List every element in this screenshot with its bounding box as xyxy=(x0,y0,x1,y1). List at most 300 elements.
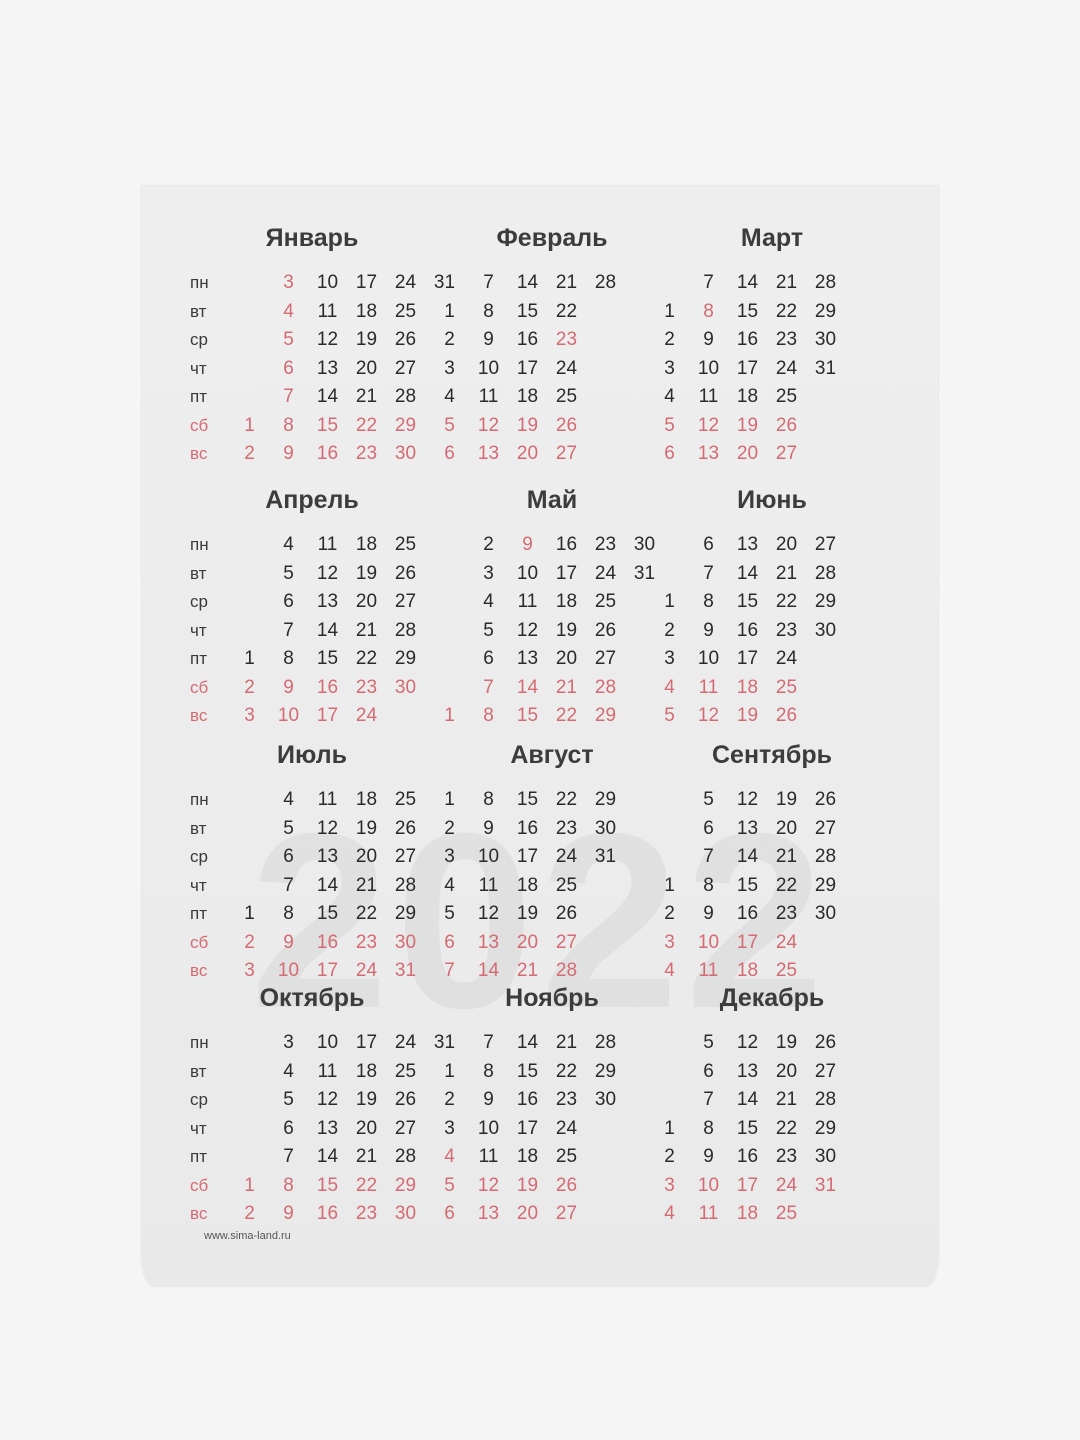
day-cell: 19 xyxy=(736,705,759,727)
day-cell: 29 xyxy=(394,648,417,670)
weekday-row xyxy=(642,617,845,646)
day-cell: 15 xyxy=(516,300,539,322)
day-cell: 1 xyxy=(664,874,675,896)
weekday-label: сб xyxy=(190,677,209,697)
day-cell: 21 xyxy=(775,562,798,584)
day-cell: 23 xyxy=(775,329,798,351)
day-cell: 11 xyxy=(317,300,338,322)
day-cell: 24 xyxy=(394,272,417,294)
month-days xyxy=(182,531,425,731)
day-cell: 20 xyxy=(516,1203,539,1225)
day-cell: 12 xyxy=(736,789,759,811)
day-cell: 7 xyxy=(703,562,714,584)
weekday-row xyxy=(422,957,625,986)
day-cell: 20 xyxy=(775,817,798,839)
weekday-row xyxy=(182,786,425,815)
day-cell: 6 xyxy=(483,648,494,670)
day-cell: 30 xyxy=(394,443,417,465)
weekday-label: ср xyxy=(190,847,208,867)
day-cell: 10 xyxy=(697,648,720,670)
day-cell: 14 xyxy=(736,1089,759,1111)
day-cell: 3 xyxy=(244,705,255,727)
day-cell: 18 xyxy=(555,591,578,613)
day-cell: 7 xyxy=(444,960,455,982)
day-cell: 21 xyxy=(775,272,798,294)
day-cell: 1 xyxy=(244,414,255,436)
day-cell: 12 xyxy=(736,1032,759,1054)
day-cell: 9 xyxy=(703,903,714,925)
month-block xyxy=(422,741,672,991)
weekday-row xyxy=(422,872,625,901)
day-cell: 23 xyxy=(355,443,378,465)
day-cell: 11 xyxy=(517,591,538,613)
weekday-row xyxy=(642,786,845,815)
day-cell: 28 xyxy=(814,562,837,584)
day-cell: 30 xyxy=(814,619,837,641)
day-cell: 25 xyxy=(394,789,417,811)
day-cell: 17 xyxy=(355,272,378,294)
day-cell: 7 xyxy=(483,1032,494,1054)
weekday-label: вс xyxy=(190,1204,208,1224)
day-cell: 8 xyxy=(283,903,294,925)
day-cell: 1 xyxy=(664,591,675,613)
day-cell: 27 xyxy=(394,1117,417,1139)
day-cell: 1 xyxy=(444,705,455,727)
day-cell: 12 xyxy=(316,1089,339,1111)
day-cell: 7 xyxy=(483,272,494,294)
day-cell: 6 xyxy=(444,443,455,465)
day-cell: 28 xyxy=(394,874,417,896)
day-cell: 24 xyxy=(555,1117,578,1139)
month-block xyxy=(642,486,892,736)
weekday-row xyxy=(642,843,845,872)
day-cell: 19 xyxy=(736,414,759,436)
day-cell: 22 xyxy=(355,903,378,925)
day-cell: 28 xyxy=(394,1146,417,1168)
weekday-row xyxy=(422,929,625,958)
weekday-row xyxy=(642,588,845,617)
day-cell: 26 xyxy=(555,903,578,925)
month-block xyxy=(182,224,456,474)
day-cell: 5 xyxy=(444,1174,455,1196)
day-cell: 8 xyxy=(703,300,714,322)
day-cell: 28 xyxy=(814,1089,837,1111)
day-cell: 14 xyxy=(736,846,759,868)
weekday-label: вс xyxy=(190,961,208,981)
day-cell: 11 xyxy=(698,676,719,698)
day-cell: 2 xyxy=(444,329,455,351)
day-cell: 16 xyxy=(516,1089,539,1111)
day-cell: 9 xyxy=(703,329,714,351)
day-cell: 13 xyxy=(697,443,720,465)
day-cell: 25 xyxy=(394,1060,417,1082)
day-cell: 1 xyxy=(444,1060,455,1082)
day-cell: 18 xyxy=(355,789,378,811)
day-cell: 10 xyxy=(697,357,720,379)
day-cell: 16 xyxy=(555,534,578,556)
day-cell: 30 xyxy=(594,817,617,839)
month-days xyxy=(642,531,845,731)
day-cell: 16 xyxy=(516,329,539,351)
day-cell: 18 xyxy=(736,386,759,408)
day-cell: 13 xyxy=(736,1060,759,1082)
day-cell: 1 xyxy=(664,1117,675,1139)
day-cell: 3 xyxy=(483,562,494,584)
weekday-row xyxy=(182,815,425,844)
day-cell: 22 xyxy=(775,874,798,896)
day-cell: 3 xyxy=(444,846,455,868)
month-title: Июнь xyxy=(737,486,807,514)
weekday-row xyxy=(182,929,425,958)
day-cell: 6 xyxy=(444,931,455,953)
weekday-row xyxy=(422,645,664,674)
day-cell: 21 xyxy=(516,960,539,982)
day-cell: 23 xyxy=(355,676,378,698)
weekday-label: вт xyxy=(190,301,207,321)
weekday-row xyxy=(642,1200,845,1229)
day-cell: 19 xyxy=(355,817,378,839)
month-title: Январь xyxy=(265,224,359,252)
day-cell: 15 xyxy=(736,874,759,896)
day-cell: 20 xyxy=(355,357,378,379)
day-cell: 16 xyxy=(316,676,339,698)
day-cell: 7 xyxy=(283,386,294,408)
day-cell: 19 xyxy=(355,562,378,584)
day-cell: 14 xyxy=(316,874,339,896)
day-cell: 28 xyxy=(814,846,837,868)
day-cell: 27 xyxy=(594,648,617,670)
day-cell: 14 xyxy=(516,1032,539,1054)
day-cell: 5 xyxy=(283,1089,294,1111)
day-cell: 15 xyxy=(736,300,759,322)
day-cell: 6 xyxy=(703,817,714,839)
day-cell: 9 xyxy=(483,329,494,351)
day-cell: 24 xyxy=(555,357,578,379)
month-title: Май xyxy=(526,486,578,514)
weekday-row xyxy=(422,1086,625,1115)
day-cell: 31 xyxy=(433,272,456,294)
weekday-row xyxy=(422,531,664,560)
day-cell: 29 xyxy=(394,1174,417,1196)
day-cell: 15 xyxy=(516,789,539,811)
weekday-row xyxy=(422,617,664,646)
weekday-row xyxy=(642,298,845,327)
day-cell: 13 xyxy=(316,591,339,613)
weekday-row xyxy=(182,645,425,674)
day-cell: 11 xyxy=(698,386,719,408)
day-cell: 29 xyxy=(814,591,837,613)
day-cell: 4 xyxy=(664,1203,675,1225)
day-cell: 4 xyxy=(283,534,294,556)
day-cell: 17 xyxy=(516,357,539,379)
month-block xyxy=(182,741,432,991)
month-block xyxy=(422,224,672,474)
day-cell: 9 xyxy=(283,676,294,698)
month-title: Декабрь xyxy=(719,984,825,1012)
day-cell: 22 xyxy=(775,300,798,322)
day-cell: 24 xyxy=(775,648,798,670)
day-cell: 28 xyxy=(555,960,578,982)
day-cell: 9 xyxy=(483,1089,494,1111)
day-cell: 3 xyxy=(444,357,455,379)
weekday-row xyxy=(182,843,425,872)
month-title: Август xyxy=(510,741,594,769)
month-title: Февраль xyxy=(496,224,608,252)
weekday-row xyxy=(642,412,845,441)
day-cell: 8 xyxy=(703,591,714,613)
day-cell: 2 xyxy=(664,1146,675,1168)
day-cell: 14 xyxy=(736,272,759,294)
weekday-row xyxy=(422,1115,625,1144)
day-cell: 22 xyxy=(355,414,378,436)
weekday-label: ср xyxy=(190,592,208,612)
day-cell: 9 xyxy=(703,1146,714,1168)
day-cell: 16 xyxy=(736,1146,759,1168)
day-cell: 23 xyxy=(555,817,578,839)
day-cell: 6 xyxy=(664,443,675,465)
month-title: Апрель xyxy=(265,486,359,514)
day-cell: 19 xyxy=(516,903,539,925)
day-cell: 17 xyxy=(736,357,759,379)
month-block xyxy=(182,486,432,736)
day-cell: 3 xyxy=(244,960,255,982)
day-cell: 31 xyxy=(394,960,417,982)
day-cell: 30 xyxy=(814,903,837,925)
day-cell: 2 xyxy=(664,329,675,351)
day-cell: 31 xyxy=(433,1032,456,1054)
weekday-row xyxy=(642,1058,845,1087)
day-cell: 2 xyxy=(244,676,255,698)
month-block xyxy=(422,984,672,1234)
weekday-label: вт xyxy=(190,818,207,838)
day-cell: 8 xyxy=(703,874,714,896)
day-cell: 25 xyxy=(555,874,578,896)
day-cell: 15 xyxy=(316,1174,339,1196)
weekday-row xyxy=(642,1086,845,1115)
month-title: Ноябрь xyxy=(505,984,599,1012)
day-cell: 6 xyxy=(283,846,294,868)
weekday-row xyxy=(182,531,425,560)
weekday-row xyxy=(422,1058,625,1087)
day-cell: 20 xyxy=(555,648,578,670)
day-cell: 23 xyxy=(555,1089,578,1111)
day-cell: 13 xyxy=(316,357,339,379)
day-cell: 3 xyxy=(664,648,675,670)
day-cell: 27 xyxy=(555,931,578,953)
day-cell: 28 xyxy=(394,619,417,641)
day-cell: 25 xyxy=(394,534,417,556)
day-cell: 7 xyxy=(283,874,294,896)
day-cell: 13 xyxy=(516,648,539,670)
day-cell: 22 xyxy=(775,591,798,613)
day-cell: 4 xyxy=(444,386,455,408)
weekday-row xyxy=(642,1143,845,1172)
day-cell: 19 xyxy=(355,329,378,351)
day-cell: 8 xyxy=(483,1060,494,1082)
weekday-label: вс xyxy=(190,444,208,464)
day-cell: 11 xyxy=(478,386,499,408)
day-cell: 24 xyxy=(775,357,798,379)
day-cell: 28 xyxy=(594,1032,617,1054)
day-cell: 18 xyxy=(736,960,759,982)
weekday-label: пн xyxy=(190,790,209,810)
weekday-row xyxy=(182,560,425,589)
day-cell: 15 xyxy=(316,903,339,925)
day-cell: 4 xyxy=(483,591,494,613)
day-cell: 1 xyxy=(444,300,455,322)
day-cell: 20 xyxy=(516,931,539,953)
day-cell: 8 xyxy=(283,1174,294,1196)
month-block xyxy=(182,984,456,1234)
weekday-row xyxy=(182,900,425,929)
day-cell: 25 xyxy=(775,1203,798,1225)
weekday-row xyxy=(182,872,425,901)
day-cell: 25 xyxy=(775,676,798,698)
day-cell: 25 xyxy=(775,386,798,408)
day-cell: 12 xyxy=(697,705,720,727)
weekday-row xyxy=(422,815,625,844)
day-cell: 10 xyxy=(316,1032,339,1054)
day-cell: 26 xyxy=(814,1032,837,1054)
day-cell: 28 xyxy=(394,386,417,408)
day-cell: 8 xyxy=(483,705,494,727)
weekday-row xyxy=(422,1143,625,1172)
day-cell: 10 xyxy=(516,562,539,584)
day-cell: 14 xyxy=(516,676,539,698)
day-cell: 19 xyxy=(775,1032,798,1054)
weekday-label: сб xyxy=(190,1175,209,1195)
day-cell: 1 xyxy=(244,903,255,925)
weekday-row xyxy=(642,1172,845,1201)
day-cell: 8 xyxy=(283,414,294,436)
weekday-row xyxy=(182,588,425,617)
weekday-label: ср xyxy=(190,330,208,350)
weekday-label: пн xyxy=(190,1033,209,1053)
weekday-row xyxy=(422,674,664,703)
weekday-row xyxy=(642,957,845,986)
weekday-row xyxy=(422,786,625,815)
day-cell: 23 xyxy=(775,619,798,641)
day-cell: 17 xyxy=(316,960,339,982)
day-cell: 29 xyxy=(814,874,837,896)
weekday-row xyxy=(422,269,625,298)
month-days xyxy=(642,786,845,986)
day-cell: 2 xyxy=(244,931,255,953)
month-title: Октябрь xyxy=(259,984,365,1012)
weekday-row xyxy=(642,326,845,355)
day-cell: 11 xyxy=(317,1060,338,1082)
day-cell: 25 xyxy=(775,960,798,982)
day-cell: 4 xyxy=(444,1146,455,1168)
day-cell: 17 xyxy=(316,705,339,727)
day-cell: 17 xyxy=(516,846,539,868)
month-title: Июль xyxy=(277,741,347,769)
day-cell: 5 xyxy=(444,414,455,436)
weekday-row xyxy=(642,355,845,384)
day-cell: 14 xyxy=(736,562,759,584)
day-cell: 29 xyxy=(394,903,417,925)
day-cell: 19 xyxy=(516,414,539,436)
day-cell: 10 xyxy=(477,357,500,379)
day-cell: 18 xyxy=(516,1146,539,1168)
weekday-row xyxy=(422,900,625,929)
weekday-label: вт xyxy=(190,1061,207,1081)
day-cell: 22 xyxy=(355,1174,378,1196)
day-cell: 26 xyxy=(775,705,798,727)
day-cell: 12 xyxy=(316,329,339,351)
weekday-row xyxy=(642,645,845,674)
day-cell: 8 xyxy=(483,789,494,811)
day-cell: 20 xyxy=(355,591,378,613)
day-cell: 11 xyxy=(478,1146,499,1168)
day-cell: 23 xyxy=(355,931,378,953)
day-cell: 3 xyxy=(664,357,675,379)
day-cell: 29 xyxy=(814,300,837,322)
day-cell: 22 xyxy=(355,648,378,670)
weekday-row xyxy=(642,1029,845,1058)
day-cell: 27 xyxy=(394,591,417,613)
day-cell: 18 xyxy=(736,676,759,698)
day-cell: 26 xyxy=(814,789,837,811)
weekday-label: чт xyxy=(190,1118,207,1138)
day-cell: 16 xyxy=(736,619,759,641)
day-cell: 12 xyxy=(697,414,720,436)
day-cell: 22 xyxy=(555,705,578,727)
day-cell: 9 xyxy=(283,1203,294,1225)
day-cell: 17 xyxy=(516,1117,539,1139)
day-cell: 1 xyxy=(244,1174,255,1196)
pocket-calendar-card xyxy=(142,186,938,1286)
day-cell: 26 xyxy=(555,414,578,436)
day-cell: 9 xyxy=(703,619,714,641)
day-cell: 26 xyxy=(394,329,417,351)
day-cell: 12 xyxy=(477,414,500,436)
day-cell: 21 xyxy=(555,1032,578,1054)
day-cell: 5 xyxy=(664,705,675,727)
day-cell: 29 xyxy=(814,1117,837,1139)
day-cell: 21 xyxy=(355,874,378,896)
day-cell: 31 xyxy=(594,846,617,868)
day-cell: 11 xyxy=(698,1203,719,1225)
month-days xyxy=(422,1029,625,1229)
day-cell: 27 xyxy=(555,443,578,465)
weekday-row xyxy=(422,1029,625,1058)
weekday-row xyxy=(422,383,625,412)
weekday-row xyxy=(182,617,425,646)
day-cell: 15 xyxy=(516,705,539,727)
weekday-row xyxy=(422,355,625,384)
month-days xyxy=(422,531,664,731)
weekday-label: пт xyxy=(190,1147,207,1167)
day-cell: 17 xyxy=(736,648,759,670)
day-cell: 18 xyxy=(516,386,539,408)
day-cell: 10 xyxy=(316,272,339,294)
day-cell: 24 xyxy=(394,1032,417,1054)
month-block xyxy=(642,741,892,991)
day-cell: 27 xyxy=(555,1203,578,1225)
day-cell: 12 xyxy=(516,619,539,641)
day-cell: 20 xyxy=(355,1117,378,1139)
month-title: Сентябрь xyxy=(712,741,832,769)
weekday-row xyxy=(422,702,664,731)
day-cell: 16 xyxy=(736,903,759,925)
day-cell: 5 xyxy=(483,619,494,641)
day-cell: 30 xyxy=(394,676,417,698)
day-cell: 13 xyxy=(316,1117,339,1139)
month-block xyxy=(422,486,672,736)
day-cell: 9 xyxy=(283,931,294,953)
day-cell: 6 xyxy=(283,357,294,379)
